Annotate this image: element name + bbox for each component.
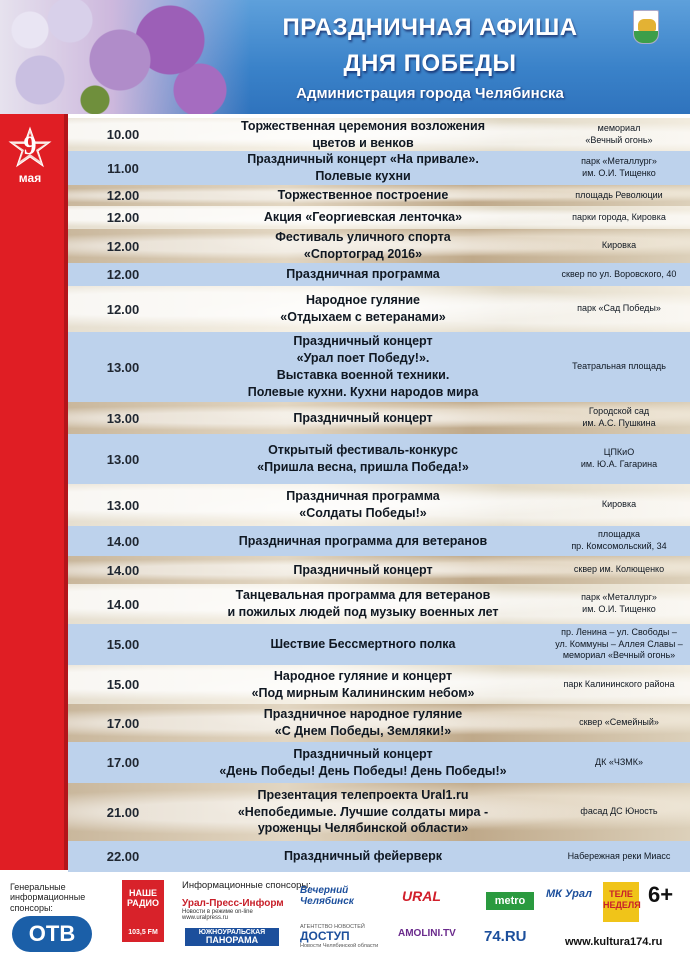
tele-nedelya-logo: ТЕЛЕ НЕДЕЛЯ	[603, 882, 639, 922]
event-title-line: Праздничный концерт	[293, 410, 433, 425]
page-title-line2: ДНЯ ПОБЕДЫ	[343, 50, 517, 77]
event-title	[178, 562, 548, 579]
event-title	[178, 848, 548, 865]
event-title-line: Праздничный концерт	[293, 746, 433, 761]
event-place	[548, 851, 690, 863]
event-title-line: Торжественная церемония возложения	[240, 118, 486, 133]
event-title-line: Танцевальная программа для ветеранов	[235, 588, 491, 603]
event-row	[68, 263, 690, 286]
sponsors-footer	[0, 872, 690, 972]
events-table	[68, 118, 690, 872]
event-place	[548, 564, 690, 576]
event-place-line: парк «Металлург»	[581, 156, 657, 167]
event-time: 15.00	[106, 677, 140, 692]
info-sponsors-label: Информационные спонсоры:	[182, 880, 311, 891]
event-time: 14.00	[106, 533, 140, 549]
event-place	[548, 627, 690, 662]
event-title-line: Праздничный концерт	[293, 562, 433, 577]
ural-press-tagline: Новости в режиме on-line	[182, 909, 253, 915]
event-title-line: Праздничное народное гуляние	[263, 707, 463, 722]
event-time: 21.00	[106, 804, 140, 820]
event-place-line: площадка	[597, 529, 641, 540]
event-title	[178, 151, 548, 185]
event-title	[178, 787, 548, 838]
event-place-line: Набережная реки Миасс	[567, 850, 671, 861]
dostup-logo	[300, 924, 384, 949]
event-place-line: сквер им. Колющенко	[573, 564, 665, 575]
nashe-radio-text: НАШЕ РАДИО	[127, 888, 159, 909]
header	[0, 0, 690, 114]
event-place-line: сквер по ул. Воровского, 40	[561, 268, 677, 279]
event-place	[548, 757, 690, 769]
event-row	[68, 584, 690, 624]
otv-logo: ОТВ	[12, 916, 92, 952]
nashe-radio-logo	[122, 880, 164, 942]
event-place	[548, 679, 690, 691]
event-title-line: Торжественное построение	[277, 188, 449, 203]
event-title	[178, 587, 548, 621]
event-place-line: ДК «ЧЗМК»	[594, 756, 644, 767]
event-time: 12.00	[106, 210, 140, 225]
date-day: 9	[23, 131, 37, 160]
event-place-line: парк Калининского района	[563, 678, 675, 689]
event-place-line: сквер «Семейный»	[579, 717, 659, 728]
metro-logo: metro	[486, 892, 534, 910]
website-link[interactable]: www.kultura174.ru	[565, 936, 663, 948]
event-title	[178, 187, 548, 204]
event-title-line: «Непобедимые. Лучшие солдаты мира -	[237, 804, 489, 819]
panorama-top: ЮЖНОУРАЛЬСКАЯ	[198, 929, 266, 936]
event-place	[548, 717, 690, 729]
event-title-line: Полевые кухни	[315, 169, 411, 183]
vecherniy-chelyabinsk-logo: Вечерний Челябинск	[300, 885, 354, 907]
event-time: 11.00	[107, 160, 139, 176]
event-row	[68, 624, 690, 665]
event-place-line: площадь Революции	[575, 189, 663, 200]
event-place-line: пр. Ленина – ул. Свободы –	[561, 626, 677, 637]
event-title-line: и пожилых людей под музыку военных лет	[227, 605, 499, 619]
event-place-line: парки города, Кировка	[572, 211, 666, 222]
event-place	[548, 529, 690, 552]
dostup-top: АГЕНТСТВО НОВОСТЕЙ	[300, 924, 365, 930]
event-place-line: Кировка	[601, 240, 637, 251]
event-title	[178, 706, 548, 740]
event-place-line: мемориал «Вечный огонь»	[562, 650, 676, 661]
event-title-line: «Отдыхаем с ветеранами»	[280, 310, 446, 324]
event-place	[548, 499, 690, 511]
dostup-name: ДОСТУП	[300, 929, 350, 944]
panorama-name: ПАНОРАМА	[205, 935, 259, 946]
event-title-line: «С Днем Победы, Земляки!»	[274, 724, 452, 738]
event-row	[68, 841, 690, 872]
event-place	[548, 592, 690, 615]
event-time: 12.00	[106, 267, 140, 282]
event-time: 13.00	[106, 410, 140, 426]
event-title	[178, 442, 548, 476]
event-title-line: «Спортоград 2016»	[303, 247, 423, 261]
event-place-line: ЦПКиО	[603, 447, 635, 458]
event-title	[178, 746, 548, 780]
event-title-line: Открытый фестиваль-конкурс	[268, 443, 458, 458]
event-row	[68, 704, 690, 742]
event-title-line: Праздничная программа	[286, 267, 440, 282]
general-sponsors-label: Генеральные информационные спонсоры:	[10, 882, 86, 913]
nashe-radio-frequency: 103,5 FM	[128, 928, 158, 936]
event-title-line: Праздничный концерт «На привале».	[247, 152, 479, 167]
ural-press-name: Урал-Пресс-Информ	[182, 898, 284, 909]
age-rating: 6+	[648, 882, 674, 907]
page-subtitle: Администрация города Челябинска	[296, 85, 564, 102]
event-place-line: «Вечный огонь»	[585, 134, 653, 145]
event-place	[548, 123, 690, 146]
lilac-flowers-image	[0, 0, 250, 114]
ural-press-url: www.uralpress.ru	[182, 915, 229, 921]
event-time: 22.00	[106, 849, 140, 864]
event-title	[178, 229, 548, 263]
event-place-line: Театральная площадь	[572, 361, 666, 372]
event-row	[68, 206, 690, 229]
event-time: 14.00	[106, 562, 140, 578]
coat-of-arms-icon	[633, 10, 659, 44]
event-time: 12.00	[106, 301, 140, 317]
event-row	[68, 556, 690, 584]
event-place	[548, 190, 690, 202]
event-time: 15.00	[106, 637, 140, 652]
event-time: 13.00	[106, 359, 140, 375]
event-title-line: Полевые кухни. Кухни народов мира	[247, 384, 479, 399]
amolini-tv-logo: AMOLINI.TV	[398, 928, 456, 939]
event-row	[68, 286, 690, 332]
event-title	[178, 488, 548, 522]
ural-tv-logo: URAL	[402, 888, 441, 904]
event-time: 12.00	[106, 188, 140, 203]
date-month: мая	[18, 171, 42, 185]
event-title-line: Праздничная программа	[286, 489, 440, 504]
event-place-line: парк «Сад Победы»	[577, 303, 661, 314]
event-row	[68, 665, 690, 704]
mk-ural-logo: МК Урал	[546, 888, 592, 900]
event-title-line: «Урал поет Победу!».	[296, 351, 430, 366]
event-place	[548, 212, 690, 224]
event-title-line: Презентация телепроекта Ural1.ru	[257, 787, 469, 802]
event-title	[178, 333, 548, 401]
event-place-line: им. Ю.А. Гагарина	[580, 459, 658, 469]
event-row	[68, 526, 690, 556]
event-place-line: Городской сад	[588, 406, 650, 417]
event-title-line: Акция «Георгиевская ленточка»	[263, 210, 463, 225]
event-title	[178, 292, 548, 326]
event-title-line: Народное гуляние	[305, 293, 421, 308]
event-title-line: «День Победы! День Победы! День Победы!»	[219, 763, 507, 778]
event-place-line: парк «Металлург»	[581, 592, 657, 603]
event-title-line: Праздничный фейерверк	[283, 849, 443, 864]
event-place-line: им. А.С. Пушкина	[582, 418, 656, 428]
date-sidebar	[0, 114, 68, 870]
event-title-line: Фестиваль уличного спорта	[275, 230, 451, 245]
event-title	[178, 668, 548, 702]
event-time: 14.00	[106, 596, 140, 612]
event-row	[68, 402, 690, 434]
event-title-line: цветов и венков	[312, 135, 414, 150]
event-place-line: им. О.И. Тищенко	[582, 168, 656, 178]
event-time: 13.00	[106, 451, 140, 467]
event-title	[178, 533, 548, 550]
event-title-line: уроженцы Челябинской области»	[257, 821, 469, 836]
event-title	[178, 636, 548, 653]
event-title	[178, 266, 548, 283]
ural-press-logo	[182, 898, 292, 921]
dostup-tagline: Новости Челябинской области	[300, 943, 379, 950]
event-row	[68, 484, 690, 526]
event-title	[178, 209, 548, 226]
event-place	[548, 406, 690, 429]
event-place	[548, 303, 690, 315]
event-place	[548, 361, 690, 373]
event-title-line: Праздничный концерт	[293, 334, 433, 349]
event-place-line: пр. Комсомольский, 34	[571, 541, 667, 551]
event-time: 12.00	[106, 238, 140, 254]
event-time: 17.00	[106, 715, 140, 731]
event-place	[548, 269, 690, 281]
event-place-line: им. О.И. Тищенко	[582, 604, 656, 614]
page-title-line1: ПРАЗДНИЧНАЯ АФИША	[282, 14, 578, 41]
event-time: 17.00	[106, 755, 140, 770]
74ru-logo: 74.RU	[484, 928, 527, 945]
event-row	[68, 783, 690, 841]
event-time: 13.00	[106, 497, 140, 513]
event-row	[68, 229, 690, 263]
event-row	[68, 742, 690, 783]
event-time: 10.00	[106, 127, 140, 142]
panorama-logo	[185, 928, 279, 946]
event-place	[548, 447, 690, 470]
event-place-line: мемориал	[597, 122, 641, 133]
event-row	[68, 332, 690, 402]
event-title-line: Народное гуляние и концерт	[273, 668, 453, 683]
event-place	[548, 806, 690, 818]
event-row	[68, 151, 690, 185]
event-row	[68, 434, 690, 484]
event-title-line: Праздничная программа для ветеранов	[238, 533, 488, 548]
event-place-line: Кировка	[601, 499, 637, 510]
event-row	[68, 185, 690, 206]
event-title	[178, 118, 548, 152]
event-title	[178, 410, 548, 427]
event-title-line: Выставка военной техники.	[276, 368, 450, 382]
event-place	[548, 156, 690, 179]
event-title-line: «Пришла весна, пришла Победа!»	[257, 460, 469, 474]
event-place	[548, 240, 690, 252]
event-row	[68, 118, 690, 151]
event-title-line: «Солдаты Победы!»	[299, 506, 427, 520]
event-place-line: фасад ДС Юность	[580, 806, 658, 817]
event-title-line: Шествие Бессмертного полка	[270, 637, 456, 652]
event-title-line: «Под мирным Калининским небом»	[251, 685, 475, 700]
event-place-line: ул. Коммуны – Аллея Славы –	[555, 638, 683, 649]
